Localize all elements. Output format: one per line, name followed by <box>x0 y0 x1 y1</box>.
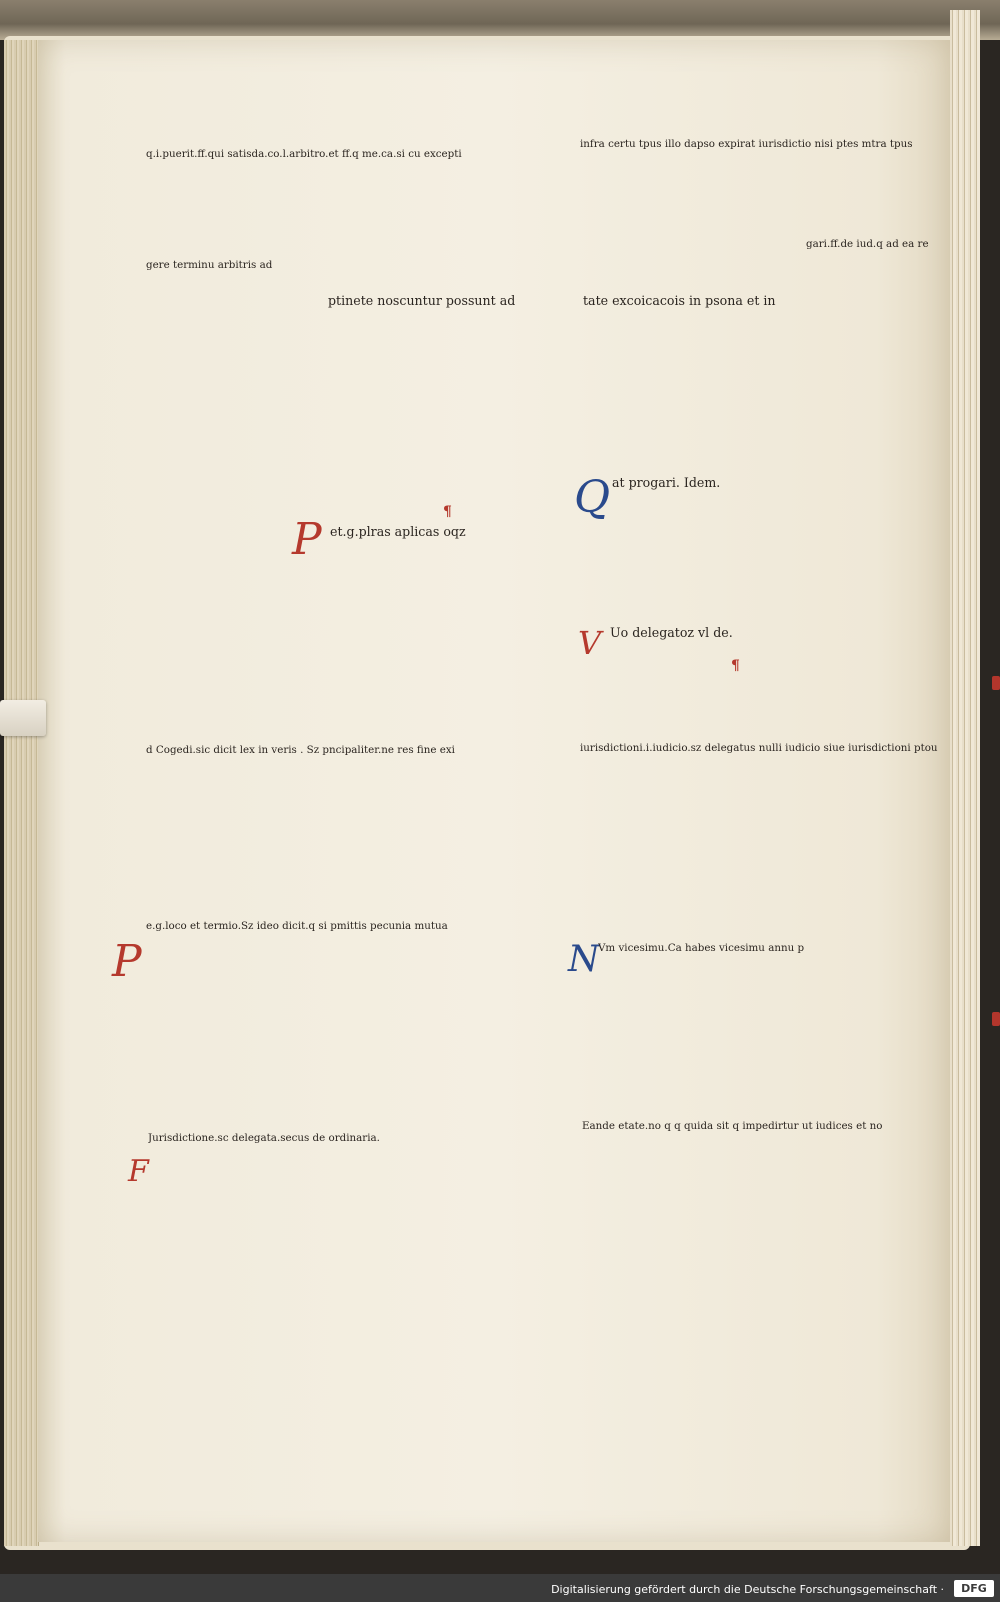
text-line: Vm vicesimu.Ca habes vicesimu annu p <box>598 942 805 954</box>
decorated-initial-p2: P <box>112 936 142 987</box>
text-line: ptinete noscuntur possunt ad <box>328 293 516 308</box>
gloss-column-left-bottom-cont <box>146 920 526 1120</box>
text-line: Uo delegatoz vl de. <box>610 625 733 640</box>
text-line: at progari. Idem. <box>612 475 721 490</box>
rubric-mark: ¶ <box>731 658 740 674</box>
gloss-column-left-bottom-end <box>148 1132 524 1266</box>
red-tab-marker <box>992 676 1000 690</box>
main-text-column-right-cont <box>612 474 788 619</box>
gloss-column-left-narrow <box>146 259 296 738</box>
main-text-column-right <box>583 292 783 470</box>
decorated-initial-f: F <box>128 1154 149 1189</box>
gloss-column-right-top <box>580 138 948 238</box>
funding-notice: Digitalisierung gefördert durch die Deutsche Forschungsgemeinschaft · <box>551 1583 944 1596</box>
text-line: q.i.puerit.ff.qui satisda.co.l.arbitro.et ff.q me.ca.si cu excepti <box>146 148 462 160</box>
text-line: tate excoicacois in psona et in <box>583 293 776 308</box>
gloss-column-left-top <box>146 148 526 258</box>
decorated-initial-v: V <box>578 624 602 662</box>
text-line: gere terminu arbitris ad <box>146 259 273 271</box>
gloss-column-right-narrow <box>806 238 946 738</box>
book-top-edge <box>0 0 1000 40</box>
text-line: et.g.plras aplicas oqz <box>330 524 466 539</box>
gloss-column-right-bottom <box>580 742 948 942</box>
page-edges-left <box>4 40 39 1546</box>
main-text-column-left <box>328 292 528 522</box>
decorated-initial-n: N <box>568 939 600 980</box>
main-text-column-right-cont2 <box>610 624 788 714</box>
text-line: Eande etate.no q q quida sit q impedirtur ut iudices et no <box>582 1120 883 1132</box>
gloss-column-right-bottom-end <box>582 1120 948 1268</box>
gloss-column-right-bottom-cont <box>598 942 948 1114</box>
text-line: d Cogedi.sic dicit lex in veris . Sz pncipaliter.ne res fine exi <box>146 744 455 756</box>
bookmark-strip <box>0 700 46 736</box>
text-line: e.g.loco et termio.Sz ideo dicit.q si pmittis pecunia mutua <box>146 920 448 932</box>
text-line: gari.ff.de iud.q ad ea re <box>806 238 929 250</box>
rubric-mark: ¶ <box>443 504 452 520</box>
gloss-column-left-bottom <box>146 744 526 902</box>
red-tab-marker <box>992 1012 1000 1026</box>
text-line: Jurisdictione.sc delegata.secus de ordinaria. <box>148 1132 380 1144</box>
text-line: infra certu tpus illo dapso expirat iurisdictio nisi ptes mtra tpus <box>580 138 913 150</box>
page-edges-right <box>950 10 980 1546</box>
dfg-logo: DFG <box>954 1580 994 1597</box>
decorated-initial-p: P <box>292 514 322 565</box>
decorated-initial-q: Q <box>574 472 611 523</box>
text-line: iurisdictioni.i.iudicio.sz delegatus nulli iudicio siue iurisdictioni ptou <box>580 742 938 754</box>
main-text-column-left-cont <box>330 523 530 703</box>
